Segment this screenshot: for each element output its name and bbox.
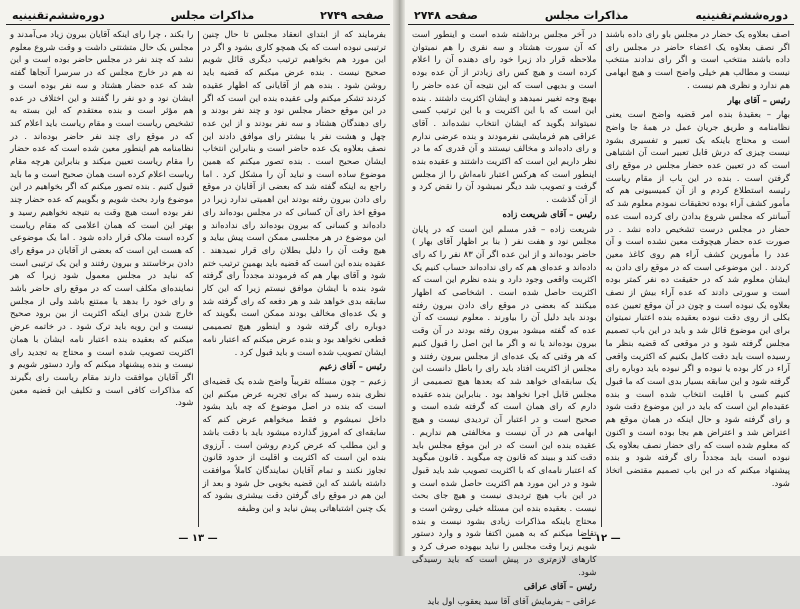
- paragraph: اصف بعلاوه یک حضار در مجلس باو رای داده باشند اگر نصف بعلاوه یک اعضاء حاضر در مجلس رای داده باشند منتخب است و اگر رای ندادند منتخب نیست و مطالب هم خیلی واضح است و هیچ ابهامی هم ندارد و نظری هم نیست .: [605, 30, 790, 91]
- paragraph: عراقی – بفرمایش آقای آقا سید یعقوب اول باید: [427, 596, 597, 607]
- left-page-columns: [6, 29, 390, 529]
- column-rule: [198, 31, 199, 527]
- book-gutter: [393, 0, 405, 556]
- right-page-label: صفحه ۲۷۴۸: [414, 8, 478, 22]
- paragraph: بفرمایند که از ابتدای انعقاد مجلس تا حال چنین ترتیبی نبوده است که یک همچو کاری بشود و اگر در این مورد هم بخواهیم ترتیب دیگری قائل شویم صحیح نیست . بنده عرض میکنم که قضیه باید روشن شود . بنده هم از آقایانی که اظهار عقیده کردند تشکر میکنم ولی عقیده بنده این است که اگر در این موقع حضار مجلس نود و چند نفر بودند و رای دهندگان هشتاد و سه نفر بودند و از این عده چهل و هشت نفر یا بیشتر رای موافق دادند این نصف بعلاوه یک عده حاضر است و بنابراین انتخاب ایشان صحیح است . بنده تصور میکنم که همین موضوع ساده است و نباید آن را مشکل کرد . اما راجع به اینکه گفته شد که بعضی از آقایان در موقع رای دادن بیرون رفته بودند این اهمیتی ندارد زیرا در موقع اخذ رای آن کسانی که در مجلس بوده‌اند رای داده‌اند و کسانی که بیرون بوده‌اند رای نداده‌اند و این موضوع در هر مجلسی ممکن است پیش بیاید و هیچ وقت آن را دلیل بطلان رای قرار نمیدهند . عقیده بنده این است که قضیه باید بهمین ترتیب ختم شود و آقای بهار هم که فرمودند مجدداً رای گرفته شود بنده با ایشان موافق نیستم زیرا که این کار سابقه بدی خواهد شد و هر دفعه که رای گرفته شد و یک عده‌ای مخالف بودند ممکن است بگویند که دوباره رای گرفته شود و اینطور هیچ تصمیمی قطعی نخواهد بود و بنده عرض میکنم که اعتبار نامه ایشان تصویب شده است و باید قبول کرد .: [202, 30, 386, 358]
- right-page-number: — ۱۲ —: [408, 533, 794, 544]
- speaker-heading: رئیس – آقای بهار: [727, 95, 790, 106]
- column-rule: [601, 31, 602, 527]
- right-page: [408, 6, 794, 607]
- speaker-heading: رئیس – آقای شریعت زاده: [502, 209, 597, 220]
- paragraph: شریعت زاده – قدر مسلم این است که در پایان مجلس نود و هفت نفر ( بنا بر اظهار آقای بهار ) حاضر بوده‌اند و از این عده اگر آن ۸۳ نفر را که رای داده‌اند و عده‌ای هم که رای نداده‌اند حساب کنیم یک اکثریت واقعی وجود دارد و بنده نظرم این است که اکثریت حاصل شده است . اشخاصی که اظهار میکنند که بعضی در موقع رای دادن بیرون رفته بودند باید دلیل آن را بیاورند . معلوم نیست که آن عده که گفته میشود بیرون رفته بودند در آن وقت بیرون بوده‌اند یا نه و اگر ما این اصل را قبول کنیم که هر وقتی که یک عده‌ای از مجلس بیرون رفتند و مجلس از اکثریت افتاد باید رای را باطل دانست این یک سابقه‌ای خواهد شد که بعدها هیچ تصمیمی از مجلس قابل اجرا نخواهد بود . بنابراین بنده عقیده دارم که رای همان است که گرفته شده است و صحیح است و در اعتبار آن تردیدی نیست و هیچ ابهامی هم در آن نیست و مخالفتی هم نداریم . عقیده بنده این است که در این موقع مجلس باید دقت کند و ببیند که قانون چه میگوید . قانون میگوید که اعتبار نامه‌ای که با اکثریت تصویب شد باید قبول شود و در این مورد هم اکثریت حاصل شده است و در این باب هیچ تردیدی نیست و هیچ جای بحث نیست . بعقیده بنده این مسئله خیلی روشن است و محتاج باینکه مذاکرات زیادی بشود نیست و بنده تقاضا میکنم که به همین اکتفا شود و وارد دستور شویم زیرا وقت مجلس را نباید بیهوده صرف کرد و کارهای لازم‌تری در پیش است که باید رسیدگی شود.: [412, 224, 597, 578]
- left-page-column: [6, 29, 198, 529]
- paragraph: زعیم – چون مسئله تقریباً واضح شده یک قضیه‌ای نظری بنده رسید که برای تجربه عرض میکنم این است که بنده در اصل موضوع که چه باید بشود داخل نمیشوم و فقط میخواهم عرض کنم که سابقه‌ای که امروز گذارده میشود باید با دقت باشد و این مطلب که عرض کردم روشن است . آرزوی بنده این است که اکثریت و اقلیت از حدود قانون تجاوز نکنند و تمام آقایان نمایندگان کاملاً موافقت داشته باشند که این قضیه بخوبی حل شود و بعد از این هم در موقع رای گرفتن دقت بیشتری بشود که یک چنین اشتباهاتی پیش نیاید و این وظیفه: [202, 376, 386, 515]
- speaker-heading: رئیس – آقای زعیم: [319, 362, 386, 373]
- right-page-session: دوره‌ششم‌تقنینیه: [695, 8, 788, 22]
- right-page-header: [408, 6, 794, 25]
- left-page: [6, 6, 390, 546]
- left-page-column: [199, 29, 391, 529]
- right-page-title: مذاکرات مجلس: [544, 8, 629, 22]
- right-page-column: [602, 29, 795, 529]
- paragraph: را بکند ، چرا رای اینکه آقایان بیرون زیاد می‌آمدند و مجلس یک حال متشتتی داشت و وقت شروع معلوم نشد که چند نفر در مجلس حاضر بوده است و این نه هم در خارج مجلس که در سرسرا آنجاها گفته شد که عده حضار هشتاد و سه نفر بوده است و ایشان نود و دو نفر را گفتند و این اختلاف در عده هم مؤثر است و بنده معتقدم که این بسته به تشخیص ریاست است و مقام ریاست باید اعلام کند که در موقع رای چند نفر حاضر بوده‌اند . در نظامنامه هم اینطور معین شده است که عده حضار را مقام ریاست تعیین میکند و بنابراین هرچه مقام ریاست اعلام کرده است همان صحیح است و ما باید قبول کنیم . بنده تصور میکنم که اگر بخواهیم در این موضوع وارد بحث شویم و بگوییم که عده حضار چند نفر بوده است هیچ وقت به نتیجه نخواهیم رسید و بهتر این است که همان اعلامی که مقام ریاست کرده است ملاک قرار داده شود . اما یک موضوعی که هست این است که بعضی از آقایان در موقع رای دادن برخاستند و بیرون رفتند و این یک ترتیبی است که نباید در مجلس معمول شود زیرا که هر نماینده‌ای مکلف است که در موقع رای حاضر باشد و رای خود را بدهد یا ممتنع باشد ولی از مجلس خارج شدن برای اینکه اکثریت از بین برود صحیح نیست و این رویه باید ترک شود . در خاتمه عرض میکنم که بعقیده بنده اعتبار نامه ایشان با همان اکثریت تصویب شده است و محتاج به تجدید رای نیست و بنده پیشنهاد میکنم که وارد دستور شویم و اگر آقایان موافقت دارند مقام ریاست رای بگیرند که مذاکرات کافی است و تکلیف این قضیه معین شود.: [10, 30, 194, 409]
- left-page-label: صفحه ۲۷۴۹: [320, 8, 384, 22]
- left-page-header: [6, 6, 390, 25]
- left-page-title: مذاکرات مجلس: [170, 8, 255, 22]
- left-page-session: دوره‌ششم‌تقنینیه: [12, 8, 105, 22]
- speaker-heading: رئیس – آقای عراقی: [523, 582, 597, 593]
- paragraph: بهار – بعقیدهٔ بنده امر قضیه واضح است یعنی نظامنامه و طریق جریان عمل در همهٔ جا واضح است و محتاج باینکه یک تعبیر و تفسیری بشود نیست چیزی که درش قابل تعبیر است آن اشتباهی است که در تعیین عده حضار مجلس در موقع رای گرفتن است . بنده در این باب از مقام ریاست رئیسه استطلاع کردم و از آن کمیسیونی هم که مأمور کشف آراء بوده تحقیقات نمودم معلوم شد که آسانتر که مجلس شروع بدادن رای کرده است عده حضار در مجلس درست تشخیص داده نشد . در صورت عده حضار هیچوقت معین نشده است و آن عدد را مأمورین کشف آراء هم روی کاغذ معین کردند . این موضوعی است که در موقع رای دادن به ایشان معلوم شد که در حقیقت ده نفر کمتر بوده است و سورتی دادند که عده آراء بیش از نصف بعلاوه یک نبوده است و چون در آن موقع تعیین عده بکلی از روی دقت نبوده بعقیده بنده اعتبار نمیتوان برای این موضوع قائل شد و باید در این باب تصمیم مجلس گرفته شود و در موقعی که قضیه بنظر ما رسیده است باید دقت کامل بکنیم که اکثریت واقعی آراء در کار بوده یا نبوده و اگر نبوده باید دوباره رای گرفته شود و این سابقه بسیار بدی است که ما قبول کنیم کسی با اقلیت انتخاب شده است و بنده عقیده‌ام این است که باید در این موضوع دقت شود و رای گرفته شود و حال اینکه در همان موقع هم اعتراض شد و اعتراض هم بجا بوده است و اکنون که معلوم شده است که رای حضار نصف بعلاوه یک نبوده است باید مجدداً رای گرفته شود و بنده پیشنهاد میکنم که در این باب تصمیم مقتضی اتخاذ شود.: [605, 110, 790, 489]
- paragraph: در آخر مجلس برداشته شده است و اینطور است که آن سورت هشتاد و سه نفری را هم نمیتوان ملاحظه قرار داد زیرا خود رای دهنده آن را اعلام کرده است و هیچ کس رای زیادتر از آن عده بوده است و بدیهی است که این نتیجه آن عده حاضر را بهیچ وجه تغییر نمیدهد و ایشان اکثریت داشتند . بنده این است که با این اکثریت و با این ترتیب کسی نمیتواند بگوید که ایشان انتخاب نشده‌اند . آقای عراقی هم فرمایشی نفرمودند و بنده عرضی ندارم و رای داده‌اند و مخالف نیستند و آن قدری که ما در نظر داریم این است که اکثریت داشتند و عقیده بنده اینطور است که هرکس اعتبار نامه‌اش را از مجلس گرفت و تصویب شد دیگر نمیشود آن را نقض کرد و از آن گذشت .: [412, 30, 597, 206]
- left-page-number: — ۱۳ —: [6, 533, 390, 544]
